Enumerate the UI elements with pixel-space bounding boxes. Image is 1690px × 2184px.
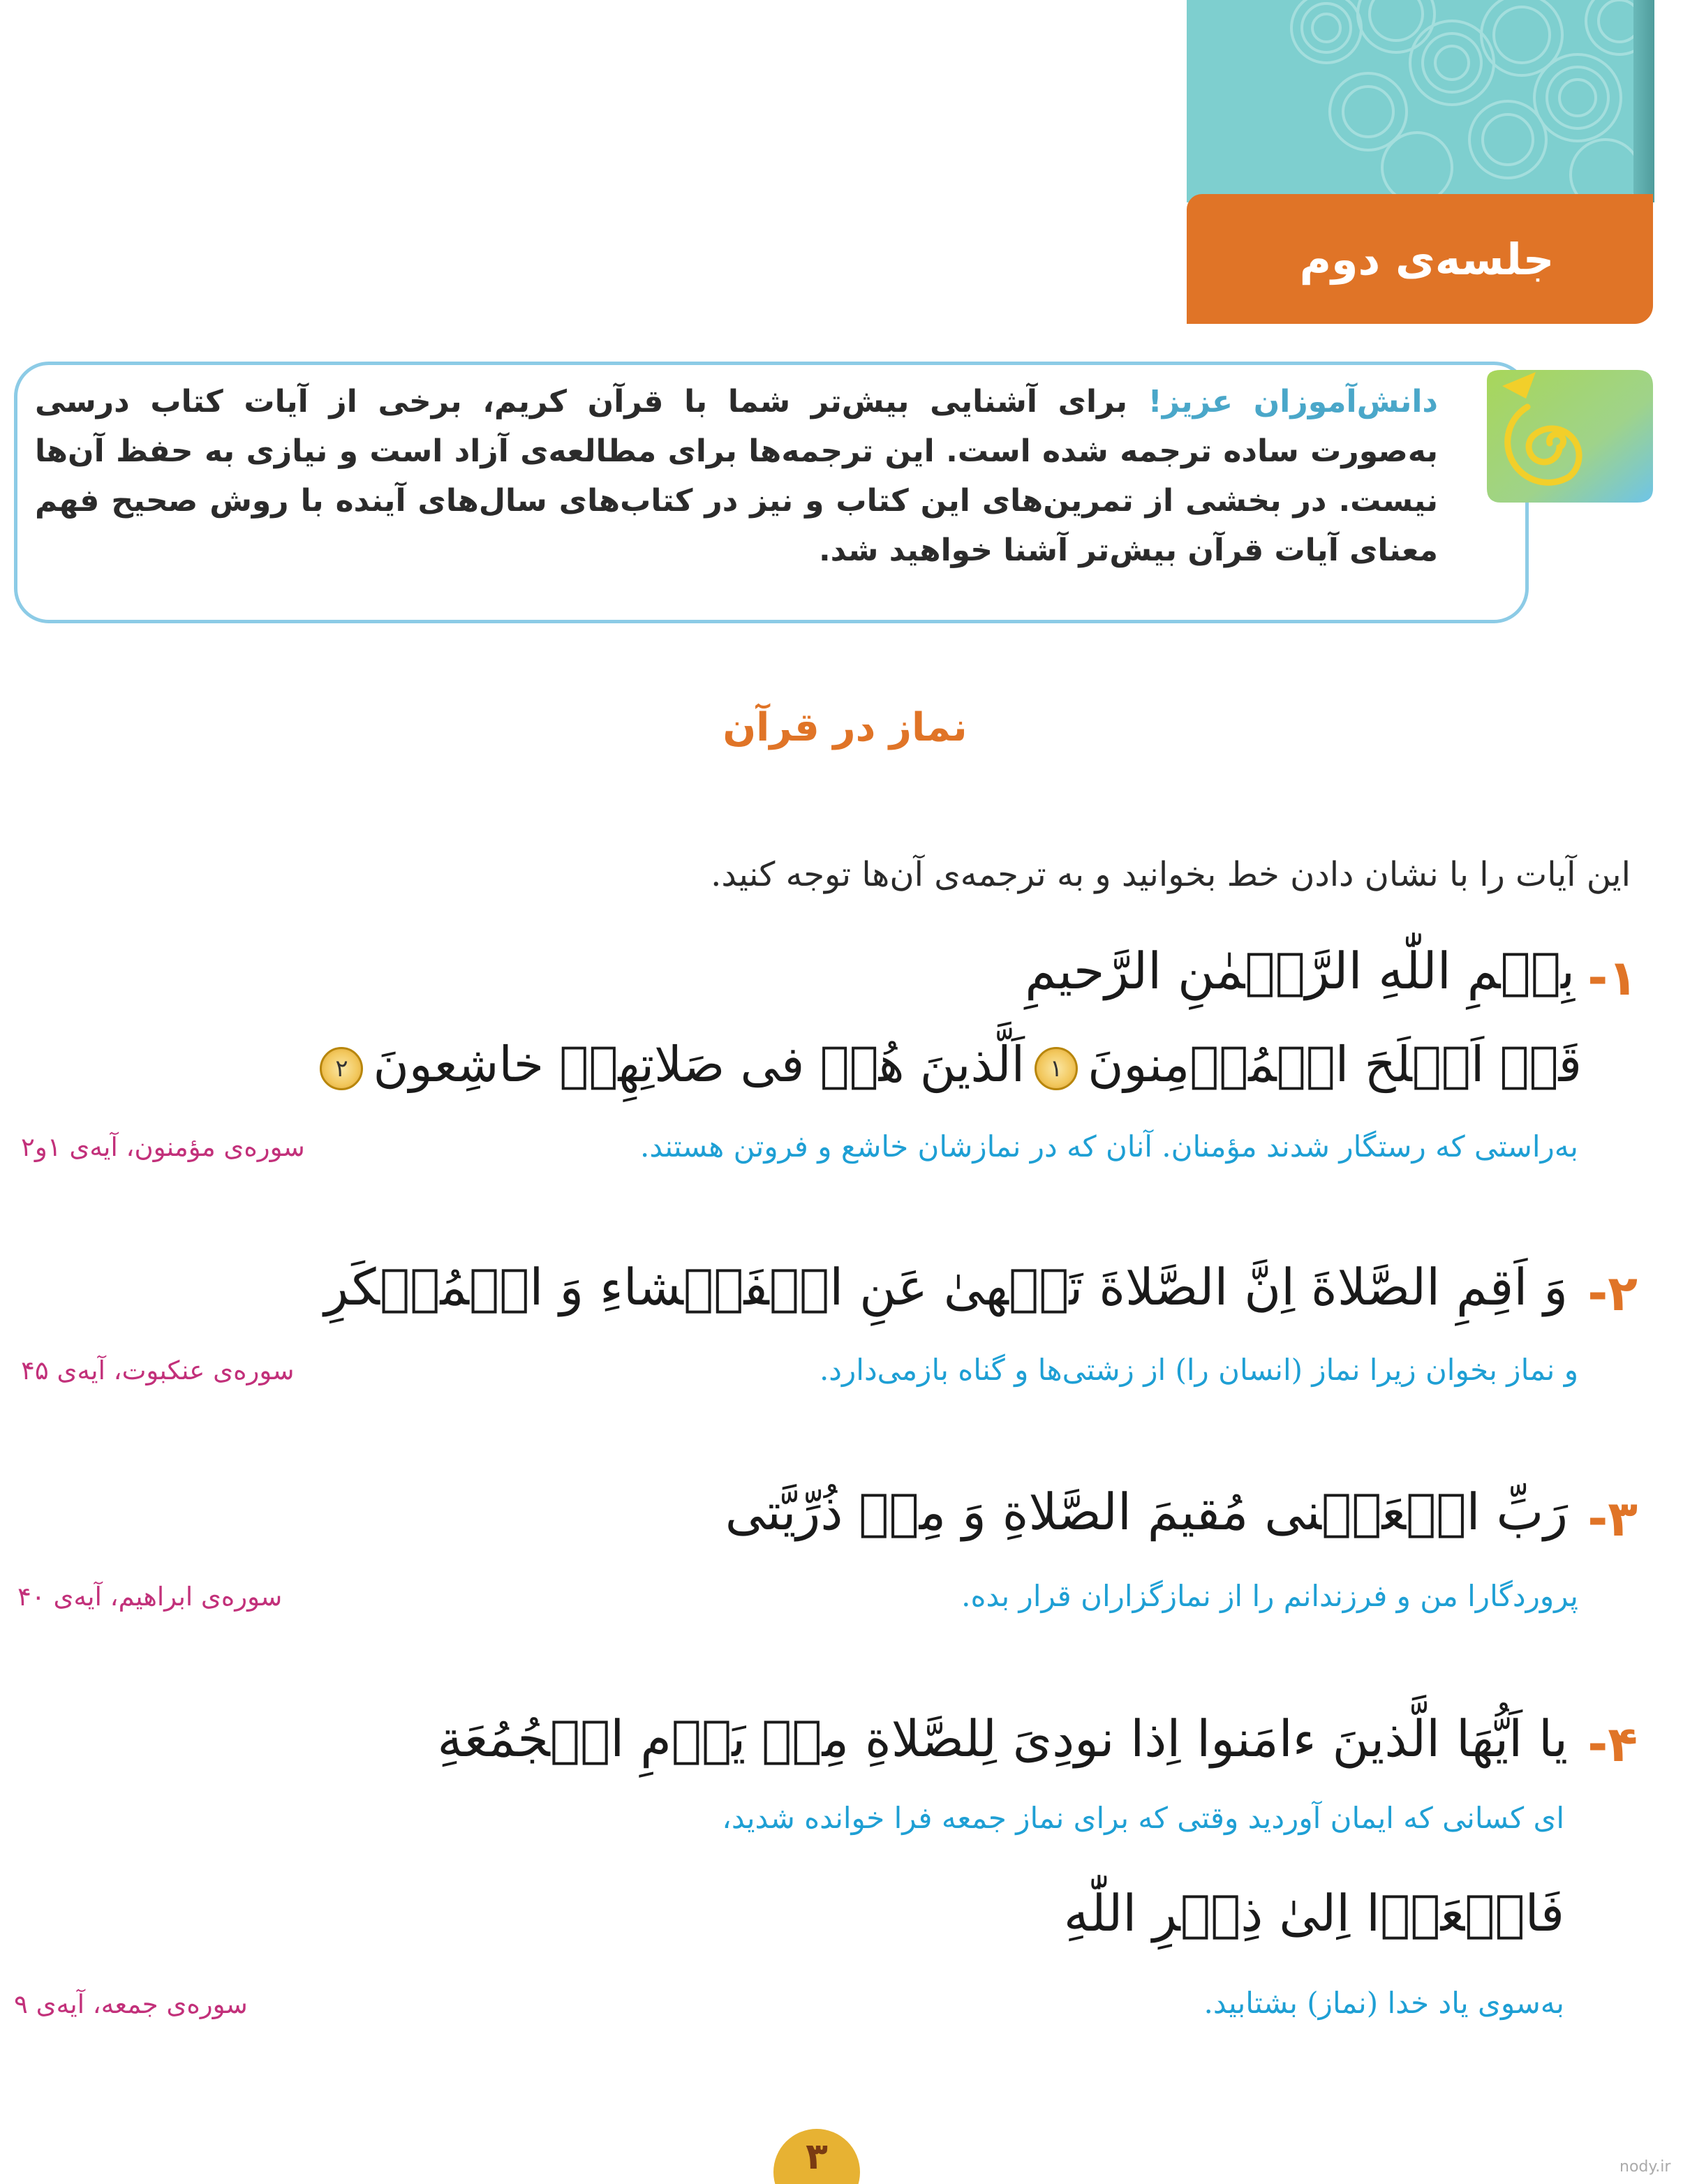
- instruction-text: این آیات را با نشان دادن خط بخوانید و به ترجمه‌ی آن‌ها توجه کنید.: [711, 855, 1631, 894]
- verse-1-arabic: [310, 1036, 1582, 1093]
- ayah-marker-icon: ۱: [1035, 1047, 1078, 1090]
- verse-1-reference: سوره‌ی مؤمنون، آیه‌ی ۱و۲: [21, 1132, 305, 1162]
- section-title: نماز در قرآن: [722, 705, 968, 750]
- verse-3-reference: سوره‌ی ابراهیم، آیه‌ی ۴۰: [17, 1582, 283, 1612]
- verse-1-part-b: اَلَّذینَ هُمۡ فی صَلاتِهِمۡ خاشِعونَ: [373, 1036, 1025, 1093]
- verse-4-arabic: یا اَیُّهَا الَّذینَ ءامَنوا اِذا نودِیَ لِلصَّلاةِ مِنۡ یَوۡمِ الۡجُمُعَةِ: [437, 1709, 1568, 1768]
- verse-number-4: ۴-: [1587, 1716, 1638, 1773]
- verse-4-reference: سوره‌ی جمعه، آیه‌ی ۹: [14, 1989, 248, 2019]
- session-title: جلسه‌ی دوم: [1299, 233, 1555, 285]
- watermark: nody.ir: [1619, 2158, 1671, 2176]
- verse-1-bismillah: بِسۡمِ اللّٰهِ الرَّحۡمٰنِ الرَّحیمِ: [1025, 942, 1575, 1000]
- header-decoration: [1187, 0, 1653, 202]
- intro-greeting: دانش‌آموزان عزیز!: [1148, 384, 1439, 419]
- intro-body: برای آشنایی بیش‌تر شما با قرآن کریم، برخی از آیات کتاب درسی به‌صورت ساده ترجمه شده است. این ترجمه‌ها برای مطالعه‌ی آزاد است و نیازی به حفظ آن‌ها نیست. در بخشی از تمرین‌های این کتاب و نیز در کتاب‌های سال‌های آینده با روش صحیح فهم معنای آیات قرآن بیش‌تر آشنا خواهید شد.: [35, 384, 1438, 568]
- verse-number-3: ۳-: [1587, 1490, 1638, 1547]
- session-tab: [1187, 194, 1653, 324]
- verse-2-arabic: وَ اَقِمِ الصَّلاةَ اِنَّ الصَّلاةَ تَنۡهیٰ عَنِ الۡفَحۡشاءِ وَ الۡمُنۡکَرِ: [324, 1258, 1568, 1316]
- verse-number-2: ۲-: [1587, 1265, 1638, 1322]
- verse-2-translation: و نماز بخوان زیرا نماز (انسان را) از زشتی‌ها و گناه بازمی‌دارد.: [819, 1353, 1578, 1387]
- verse-4-translation: ای کسانی که ایمان آوردید وقتی که برای نماز جمعه فرا خوانده شدید،: [722, 1801, 1564, 1835]
- page-number: ۳: [806, 2136, 828, 2178]
- verse-1-part-a: قَدۡ اَفۡلَحَ الۡمُؤۡمِنونَ: [1088, 1036, 1582, 1093]
- ayah-marker-icon: ۲: [320, 1047, 363, 1090]
- verse-1-translation: به‌راستی که رستگار شدند مؤمنان. آنان که در نمازشان خاشع و فروتن هستند.: [639, 1129, 1578, 1164]
- verse-4-arabic-2: فَاسۡعَوۡا اِلیٰ ذِکۡرِ اللّٰهِ: [1063, 1884, 1564, 1942]
- verse-3-arabic: رَبِّ اجۡعَلۡنی مُقیمَ الصَّلاةِ وَ مِنۡ ذُرِّیَّتی: [725, 1483, 1568, 1541]
- page-number-badge: [773, 2129, 860, 2184]
- header-pattern: [1187, 0, 1653, 202]
- verse-3-translation: پروردگارا من و فرزندانم را از نمازگزاران قرار بده.: [961, 1579, 1578, 1613]
- verse-number-1: ۱-: [1587, 949, 1638, 1006]
- verse-4-translation-2: به‌سوی یاد خدا (نماز) بشتابید.: [1203, 1986, 1564, 2020]
- spiral-icon: [1459, 366, 1654, 506]
- intro-text: [35, 377, 1438, 575]
- verse-2-reference: سوره‌ی عنکبوت، آیه‌ی ۴۵: [21, 1355, 295, 1386]
- header-fold: [1633, 0, 1654, 202]
